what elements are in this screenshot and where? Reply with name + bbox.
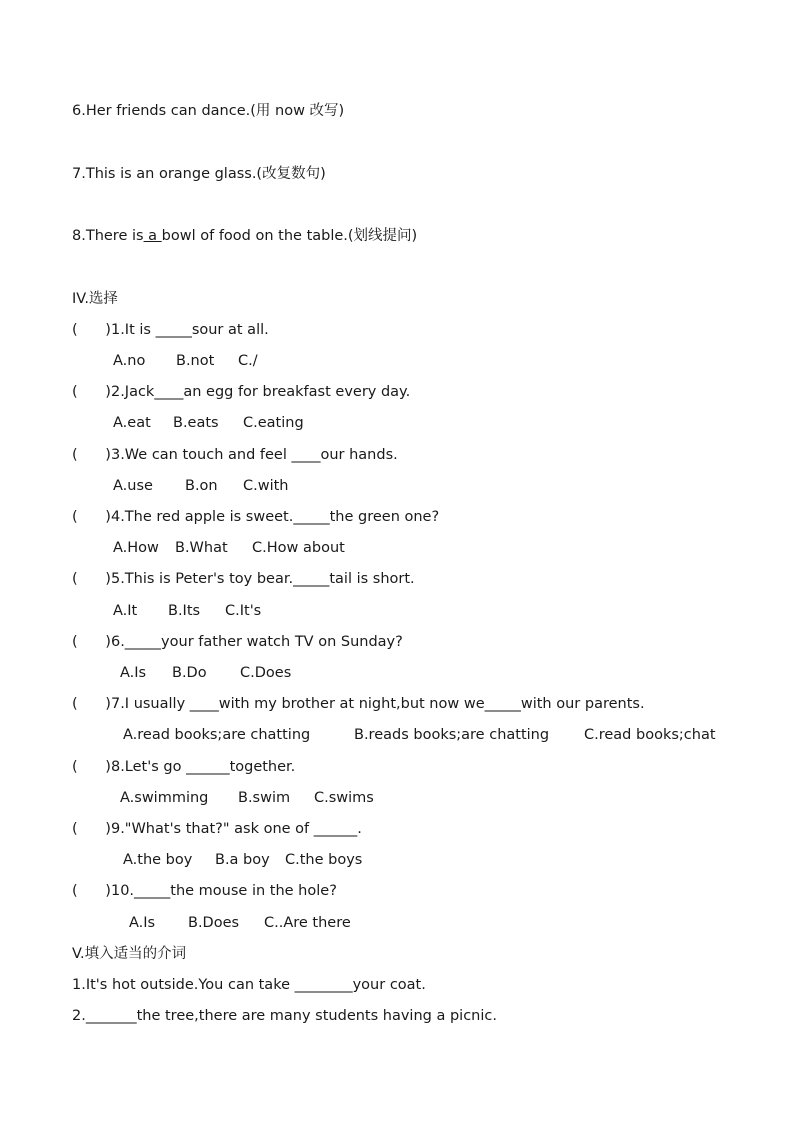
option-c: C.It's — [225, 603, 262, 619]
question-stem: ( )9."What's that?" ask one of ______. — [72, 821, 362, 837]
option-a: A.use — [113, 478, 153, 494]
option-c: C.read books;chat — [584, 727, 716, 743]
option-c: C.swims — [314, 790, 374, 806]
fill-item: 2._______the tree,there are many students having a picnic. — [72, 1008, 497, 1024]
option-a: A.read books;are chatting — [123, 727, 311, 743]
option-c: C.with — [243, 478, 289, 494]
option-b: B.not — [176, 353, 215, 369]
question-stem: ( )1.It is _____sour at all. — [72, 322, 269, 338]
option-b: B.reads books;are chatting — [354, 727, 550, 743]
option-a: A.It — [113, 603, 138, 619]
option-b: B.a boy — [215, 852, 270, 868]
option-a: A.eat — [113, 415, 151, 431]
rewrite-item-8 — [72, 226, 417, 246]
rewrite-item-7: 7.This is an orange glass.(改复数句) — [72, 166, 326, 182]
option-c: C.How about — [252, 540, 345, 556]
option-a: A.Is — [129, 915, 156, 931]
underlined-word: a — [143, 228, 162, 244]
option-c: C.Does — [240, 665, 292, 681]
option-b: B.Does — [188, 915, 240, 931]
question-stem: ( )3.We can touch and feel ____our hands. — [72, 447, 398, 463]
question-stem: ( )4.The red apple is sweet._____the green one? — [72, 509, 440, 525]
option-c: C.the boys — [285, 852, 363, 868]
question-stem: ( )10._____the mouse in the hole? — [72, 883, 337, 899]
option-c: C./ — [238, 353, 258, 369]
option-a: A.no — [113, 353, 146, 369]
question-stem: ( )7.I usually ____with my brother at night,but now we_____with our parents. — [72, 696, 645, 712]
option-c: C..Are there — [264, 915, 351, 931]
section-5-title: V.填入适当的介词 — [72, 946, 187, 962]
fill-item: 1.It's hot outside.You can take ________your coat. — [72, 977, 426, 993]
option-b: B.eats — [173, 415, 219, 431]
option-a: A.How — [113, 540, 159, 556]
option-b: B.swim — [238, 790, 291, 806]
section-4-title: IV.选择 — [72, 291, 118, 307]
question-stem: ( )5.This is Peter's toy bear._____tail is short. — [72, 571, 415, 587]
rewrite-item-6: 6.Her friends can dance.(用 now 改写) — [72, 103, 345, 119]
option-a: A.the boy — [123, 852, 193, 868]
rewrite-item-8-pre: 8.There is — [72, 228, 144, 244]
option-b: B.Do — [172, 665, 207, 681]
question-stem: ( )2.Jack____an egg for breakfast every day. — [72, 384, 411, 400]
option-a: A.Is — [120, 665, 147, 681]
option-b: B.on — [185, 478, 218, 494]
rewrite-item-8-post: bowl of food on the table.(划线提问) — [161, 228, 418, 244]
option-b: B.What — [175, 540, 228, 556]
question-stem: ( )6._____your father watch TV on Sunday? — [72, 634, 403, 650]
option-a: A.swimming — [120, 790, 209, 806]
option-c: C.eating — [243, 415, 304, 431]
question-stem: ( )8.Let's go ______together. — [72, 759, 296, 775]
option-b: B.Its — [168, 603, 201, 619]
